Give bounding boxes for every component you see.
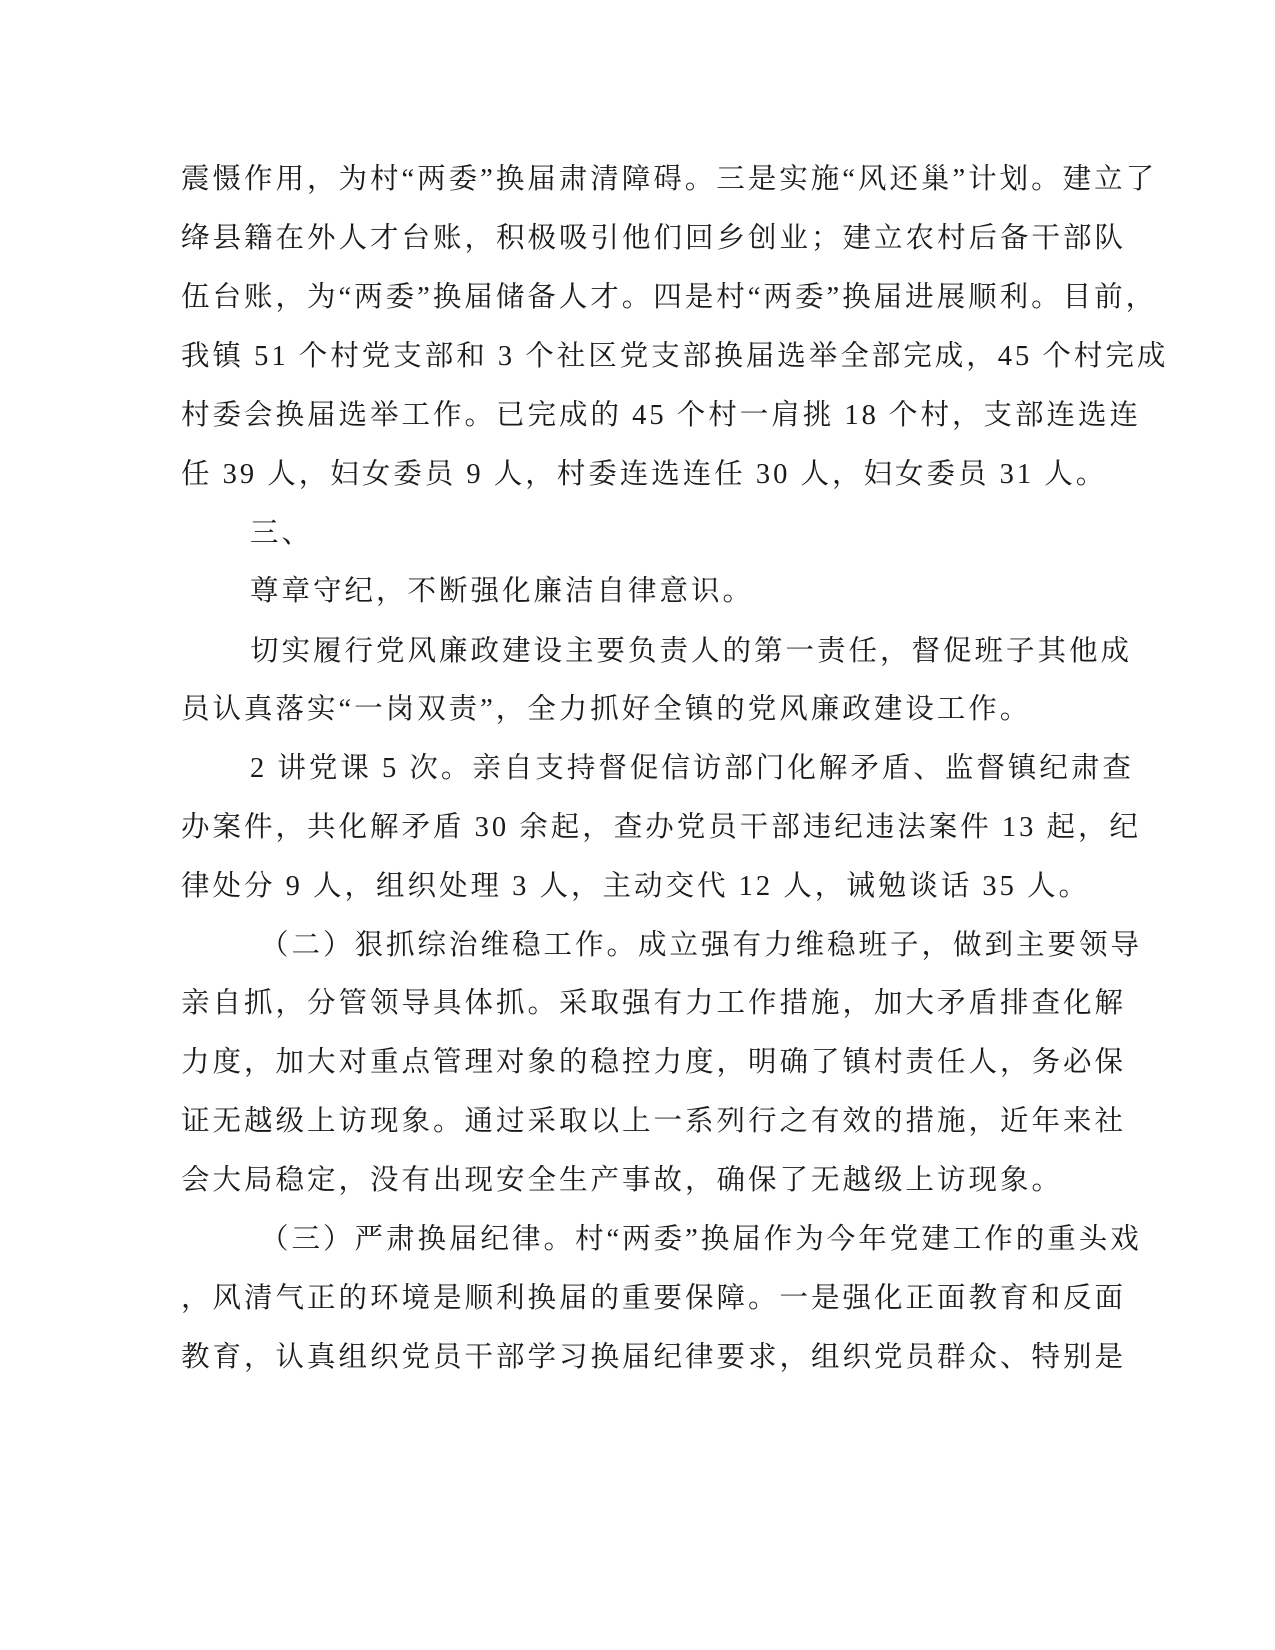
- text-line: 教育，认真组织党员干部学习换届纪律要求，组织党员群众、特别是: [181, 1342, 1127, 1373]
- text-line: 任 39 人，妇女委员 9 人，村委连选连任 30 人，妇女委员 31 人。: [181, 459, 1108, 490]
- section-number: 三、: [250, 518, 314, 549]
- text-line: 绛县籍在外人才台账，积极吸引他们回乡创业；建立农村后备干部队: [181, 223, 1127, 254]
- text-line: ，风清气正的环境是顺利换届的重要保障。一是强化正面教育和反面: [181, 1283, 1127, 1314]
- text-line: 亲自抓，分管领导具体抓。采取强有力工作措施，加大矛盾排查化解: [181, 988, 1127, 1019]
- text-line: 证无越级上访现象。通过采取以上一系列行之有效的措施，近年来社: [181, 1106, 1127, 1137]
- text-line: 员认真落实“一岗双责”，全力抓好全镇的党风廉政建设工作。: [181, 694, 1032, 725]
- text-line: 村委会换届选举工作。已完成的 45 个村一肩挑 18 个村，支部连选连: [181, 400, 1142, 431]
- text-line: 会大局稳定，没有出现安全生产事故，确保了无越级上访现象。: [181, 1165, 1064, 1196]
- text-line: 切实履行党风廉政建设主要负责人的第一责任，督促班子其他成: [250, 636, 1133, 667]
- text-line: 律处分 9 人，组织处理 3 人，主动交代 12 人，诫勉谈话 35 人。: [181, 871, 1091, 902]
- text-line: 伍台账，为“两委”换届储备人才。四是村“两委”换届进展顺利。目前，: [181, 282, 1158, 313]
- text-line: 力度，加大对重点管理对象的稳控力度，明确了镇村责任人，务必保: [181, 1047, 1127, 1078]
- text-line: （二）狠抓综治维稳工作。成立强有力维稳班子，做到主要领导: [260, 930, 1143, 961]
- text-line: 震慑作用，为村“两委”换届肃清障碍。三是实施“风还巢”计划。建立了: [181, 164, 1158, 195]
- text-line: 我镇 51 个村党支部和 3 个社区党支部换届选举全部完成，45 个村完成: [181, 341, 1169, 372]
- section-title: 尊章守纪，不断强化廉洁自律意识。: [250, 576, 755, 607]
- text-line: （三）严肃换届纪律。村“两委”换届作为今年党建工作的重头戏: [260, 1224, 1142, 1255]
- text-line: 办案件，共化解矛盾 30 余起，查办党员干部违纪违法案件 13 起，纪: [181, 812, 1142, 843]
- text-line: 2 讲党课 5 次。亲自支持督促信访部门化解矛盾、监督镇纪肃查: [250, 753, 1134, 784]
